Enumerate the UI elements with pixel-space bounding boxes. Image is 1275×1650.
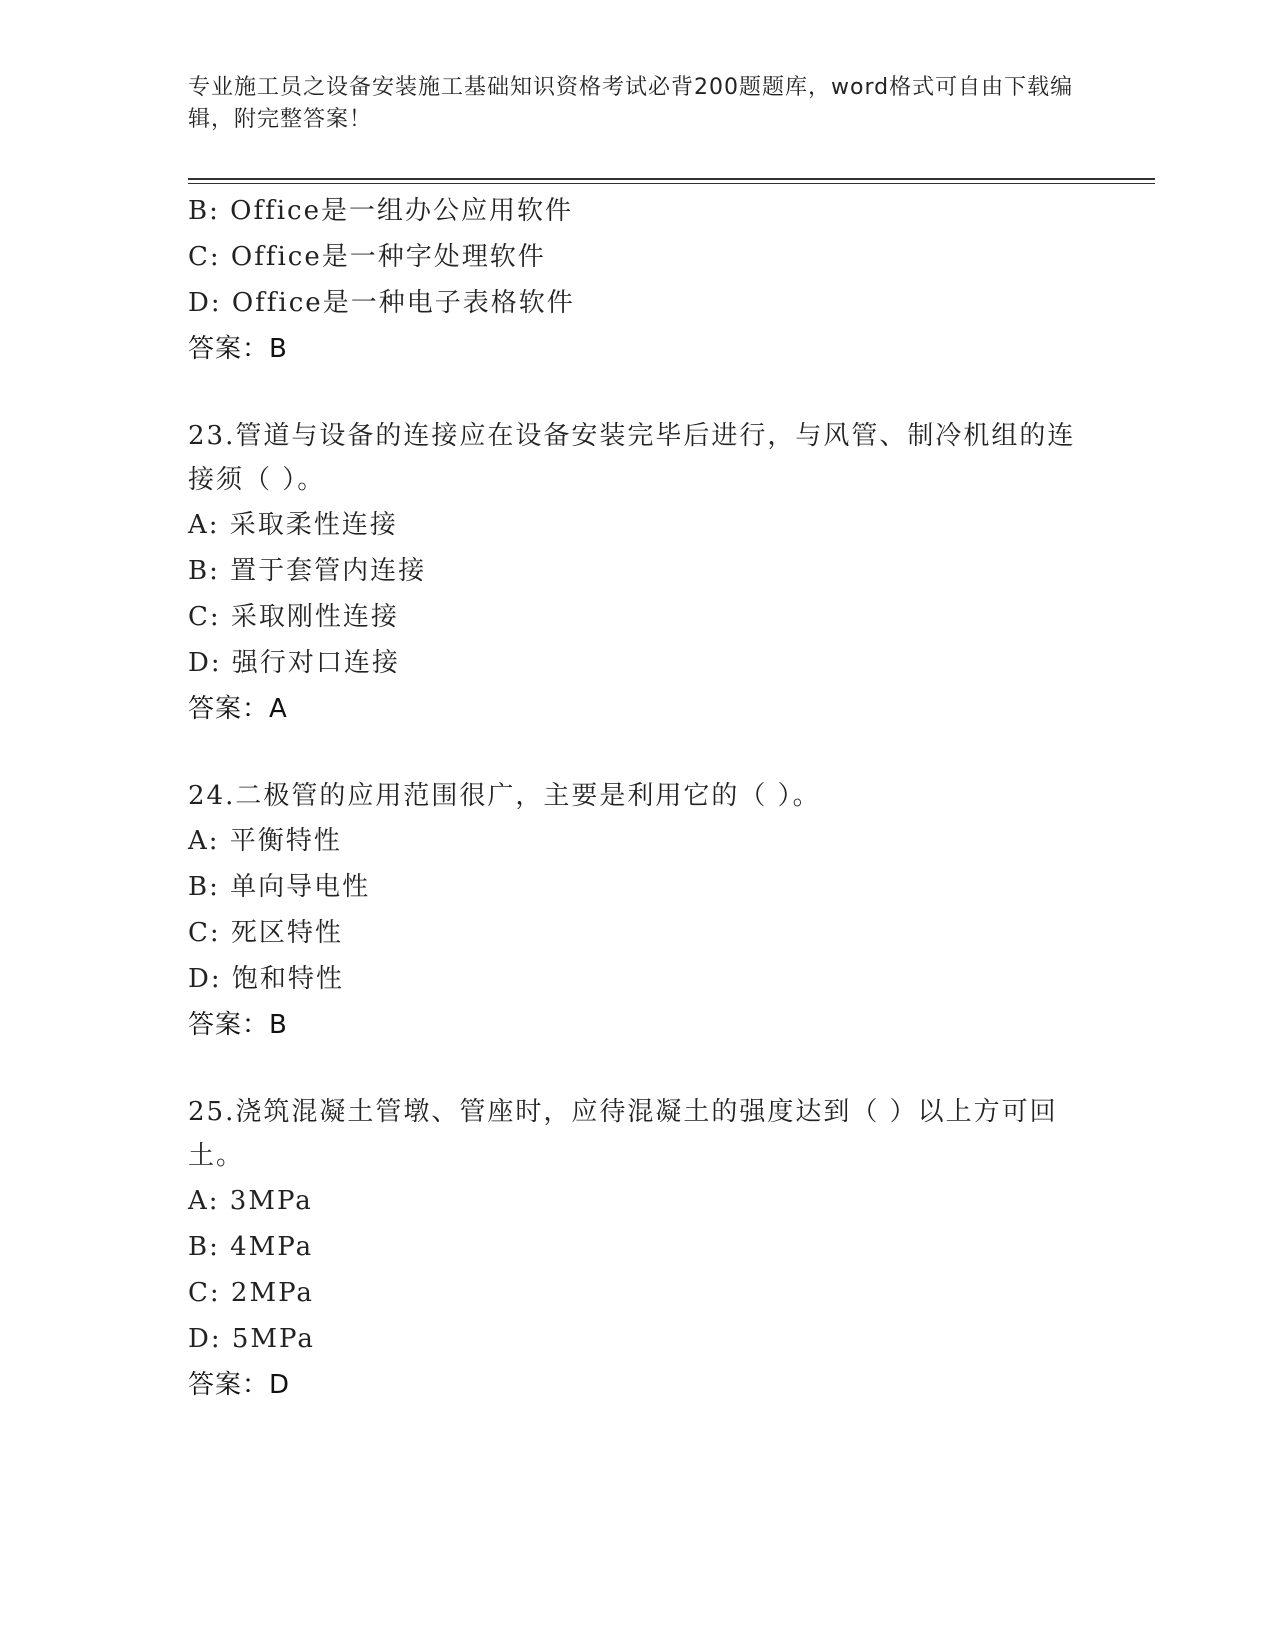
option-d: D: 5MPa — [188, 1324, 315, 1354]
question-24 — [188, 774, 1088, 1048]
document-header: 专业施工员之设备安装施工基础知识资格考试必背200题题库，word格式可自由下载编辑，附完整答案！ — [188, 75, 1074, 132]
option-c: C: 2MPa — [188, 1278, 314, 1308]
question-23 — [188, 414, 1088, 732]
option-d: D: 强行对口连接 — [188, 648, 400, 678]
header-divider-thick — [188, 178, 1155, 180]
answer: 答案：A — [188, 694, 288, 724]
spacer — [188, 732, 1088, 774]
option-b: B: 单向导电性 — [188, 872, 371, 902]
option-d: D: Office是一种电子表格软件 — [188, 288, 575, 318]
question-text: 23.管道与设备的连接应在设备安装完毕后进行，与风管、制冷机组的连接须（ ）。 — [188, 421, 1076, 495]
answer: 答案：D — [188, 1370, 291, 1400]
option-b: B: 4MPa — [188, 1232, 314, 1262]
option-a: A: 平衡特性 — [188, 826, 342, 856]
option-d: D: 饱和特性 — [188, 964, 344, 994]
question-22-partial — [188, 188, 1088, 372]
question-list — [188, 188, 1088, 1408]
header-divider-thin — [188, 183, 1155, 184]
option-a: A: 3MPa — [188, 1186, 313, 1216]
spacer — [188, 1048, 1088, 1090]
option-c: C: 死区特性 — [188, 918, 343, 948]
spacer — [188, 372, 1088, 414]
question-25 — [188, 1090, 1088, 1408]
question-text: 25.浇筑混凝土管墩、管座时，应待混凝土的强度达到（ ）以上方可回土。 — [188, 1097, 1058, 1171]
option-c: C: 采取刚性连接 — [188, 602, 399, 632]
option-b: B: Office是一组办公应用软件 — [188, 196, 573, 226]
option-c: C: Office是一种字处理软件 — [188, 242, 546, 272]
option-b: B: 置于套管内连接 — [188, 556, 427, 586]
answer: 答案：B — [188, 1010, 288, 1040]
option-a: A: 采取柔性连接 — [188, 510, 398, 540]
answer: 答案：B — [188, 334, 288, 364]
question-text: 24.二极管的应用范围很广，主要是利用它的（ ）。 — [188, 781, 821, 811]
